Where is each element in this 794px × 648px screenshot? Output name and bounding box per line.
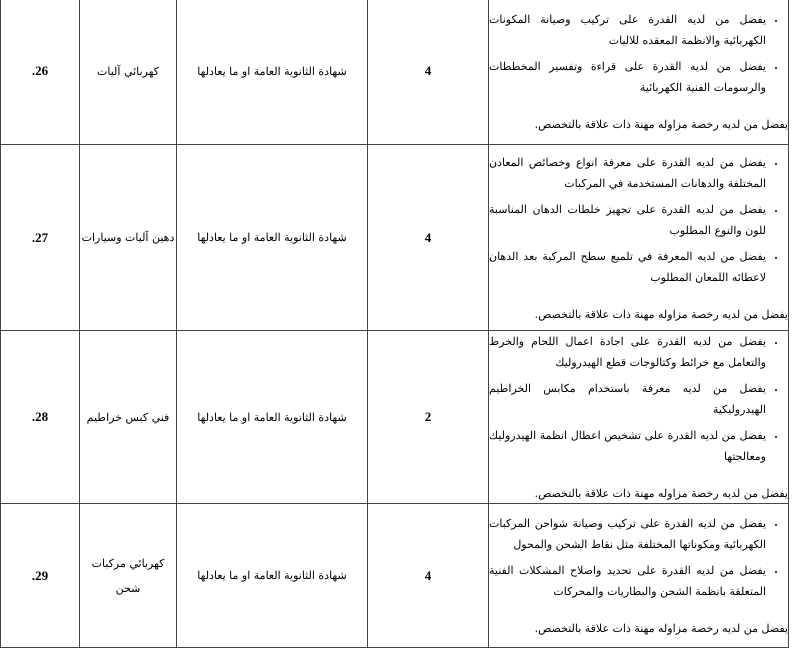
requirement-item: • يفضل من لديه القدرة على اجادة اعمال اللحام والخرط والتعامل مع خرائط وكتالوجات قطع الهيدروليك [489, 331, 766, 373]
requirement-item: • يفضل من لديه القدرة على تركيب وصيانة شواحن المركبات الكهربائية ومكوناتها المختلفة مثل نقاط الشحن والمحول [489, 513, 766, 555]
license-note: يفضل من لديه رخصة مزاوله مهنة ذات علاقة بالتخصص. [534, 117, 788, 131]
requirements-list [489, 513, 788, 602]
requirement-item: • يفضل من لديه القدرة على تحديد واصلاح المشكلات الفنية المتعلقة بانظمة الشحن والبطاريات والمحركات [489, 560, 766, 602]
requirement-item: • يفضل من لديه المعرفة في تلميع سطح المركبة بعد الدهان لاعطائه اللمعان المطلوب [489, 246, 766, 288]
row-number: .27 [1, 145, 80, 331]
row-number: .26 [1, 0, 80, 145]
requirements-cell [489, 145, 789, 331]
requirements-cell [489, 331, 789, 504]
requirement-item: • يفضل من لديه القدرة على تجهيز خلطات الدهان المناسبة للون والنوع المطلوب [489, 199, 766, 241]
license-note: يفضل من لديه رخصة مزاوله مهنة ذات علاقة بالتخصص. [534, 622, 788, 635]
requirement-item: • يفضل من لديه القدرة على قراءة وتفسير المخططات والرسومات الفنية الكهربائية [489, 56, 766, 98]
requirements-list [489, 9, 788, 98]
requirement-item: • يفضل من لديه معرفة باستخدام مكابس الخراطيم الهيدروليكية [489, 378, 766, 420]
qualification: شهادة الثانوية العامة او ما يعادلها [177, 331, 368, 504]
requirements-list [489, 331, 788, 467]
row-number: .28 [1, 331, 80, 504]
job-title: كهربائي مركبات شحن [80, 504, 177, 648]
requirements-cell [489, 504, 789, 648]
requirement-item: • يفضل من لديه القدرة على تركيب وصيانة المكونات الكهربائية والانظمة المعقده للاليات [489, 9, 766, 51]
requirement-item: • يفضل من لديه القدرة على تشخيص اعطال انظمة الهيدروليك ومعالجتها [489, 425, 766, 467]
qualification: شهادة الثانوية العامة او ما يعادلها [177, 0, 368, 145]
table-row [1, 145, 789, 331]
job-title: دهين آليات وسيارات [80, 145, 177, 331]
table-row [1, 504, 789, 648]
table-row [1, 331, 789, 504]
row-number: .29 [1, 504, 80, 648]
job-title: كهربائي آليات [80, 0, 177, 145]
requirements-list [489, 152, 788, 288]
vacancy-count: 4 [368, 145, 489, 331]
requirement-item: • يفضل من لديه القدرة على معرفة انواع وخصائص المعادن المختلفة والدهانات المستخدمة في المركبات [489, 152, 766, 194]
vacancy-count: 2 [368, 331, 489, 504]
qualification: شهادة الثانوية العامة او ما يعادلها [177, 145, 368, 331]
table-row [1, 0, 789, 145]
vacancy-count: 4 [368, 0, 489, 145]
job-title: فني كبس خراطيم [80, 331, 177, 504]
requirements-cell [489, 0, 789, 145]
license-note: يفضل من لديه رخصة مزاوله مهنة ذات علاقة بالتخصص. [534, 487, 788, 500]
vacancy-count: 4 [368, 504, 489, 648]
qualification: شهادة الثانوية العامة او ما يعادلها [177, 504, 368, 648]
license-note: يفضل من لديه رخصة مزاوله مهنة ذات علاقة بالتخصص. [534, 307, 788, 321]
